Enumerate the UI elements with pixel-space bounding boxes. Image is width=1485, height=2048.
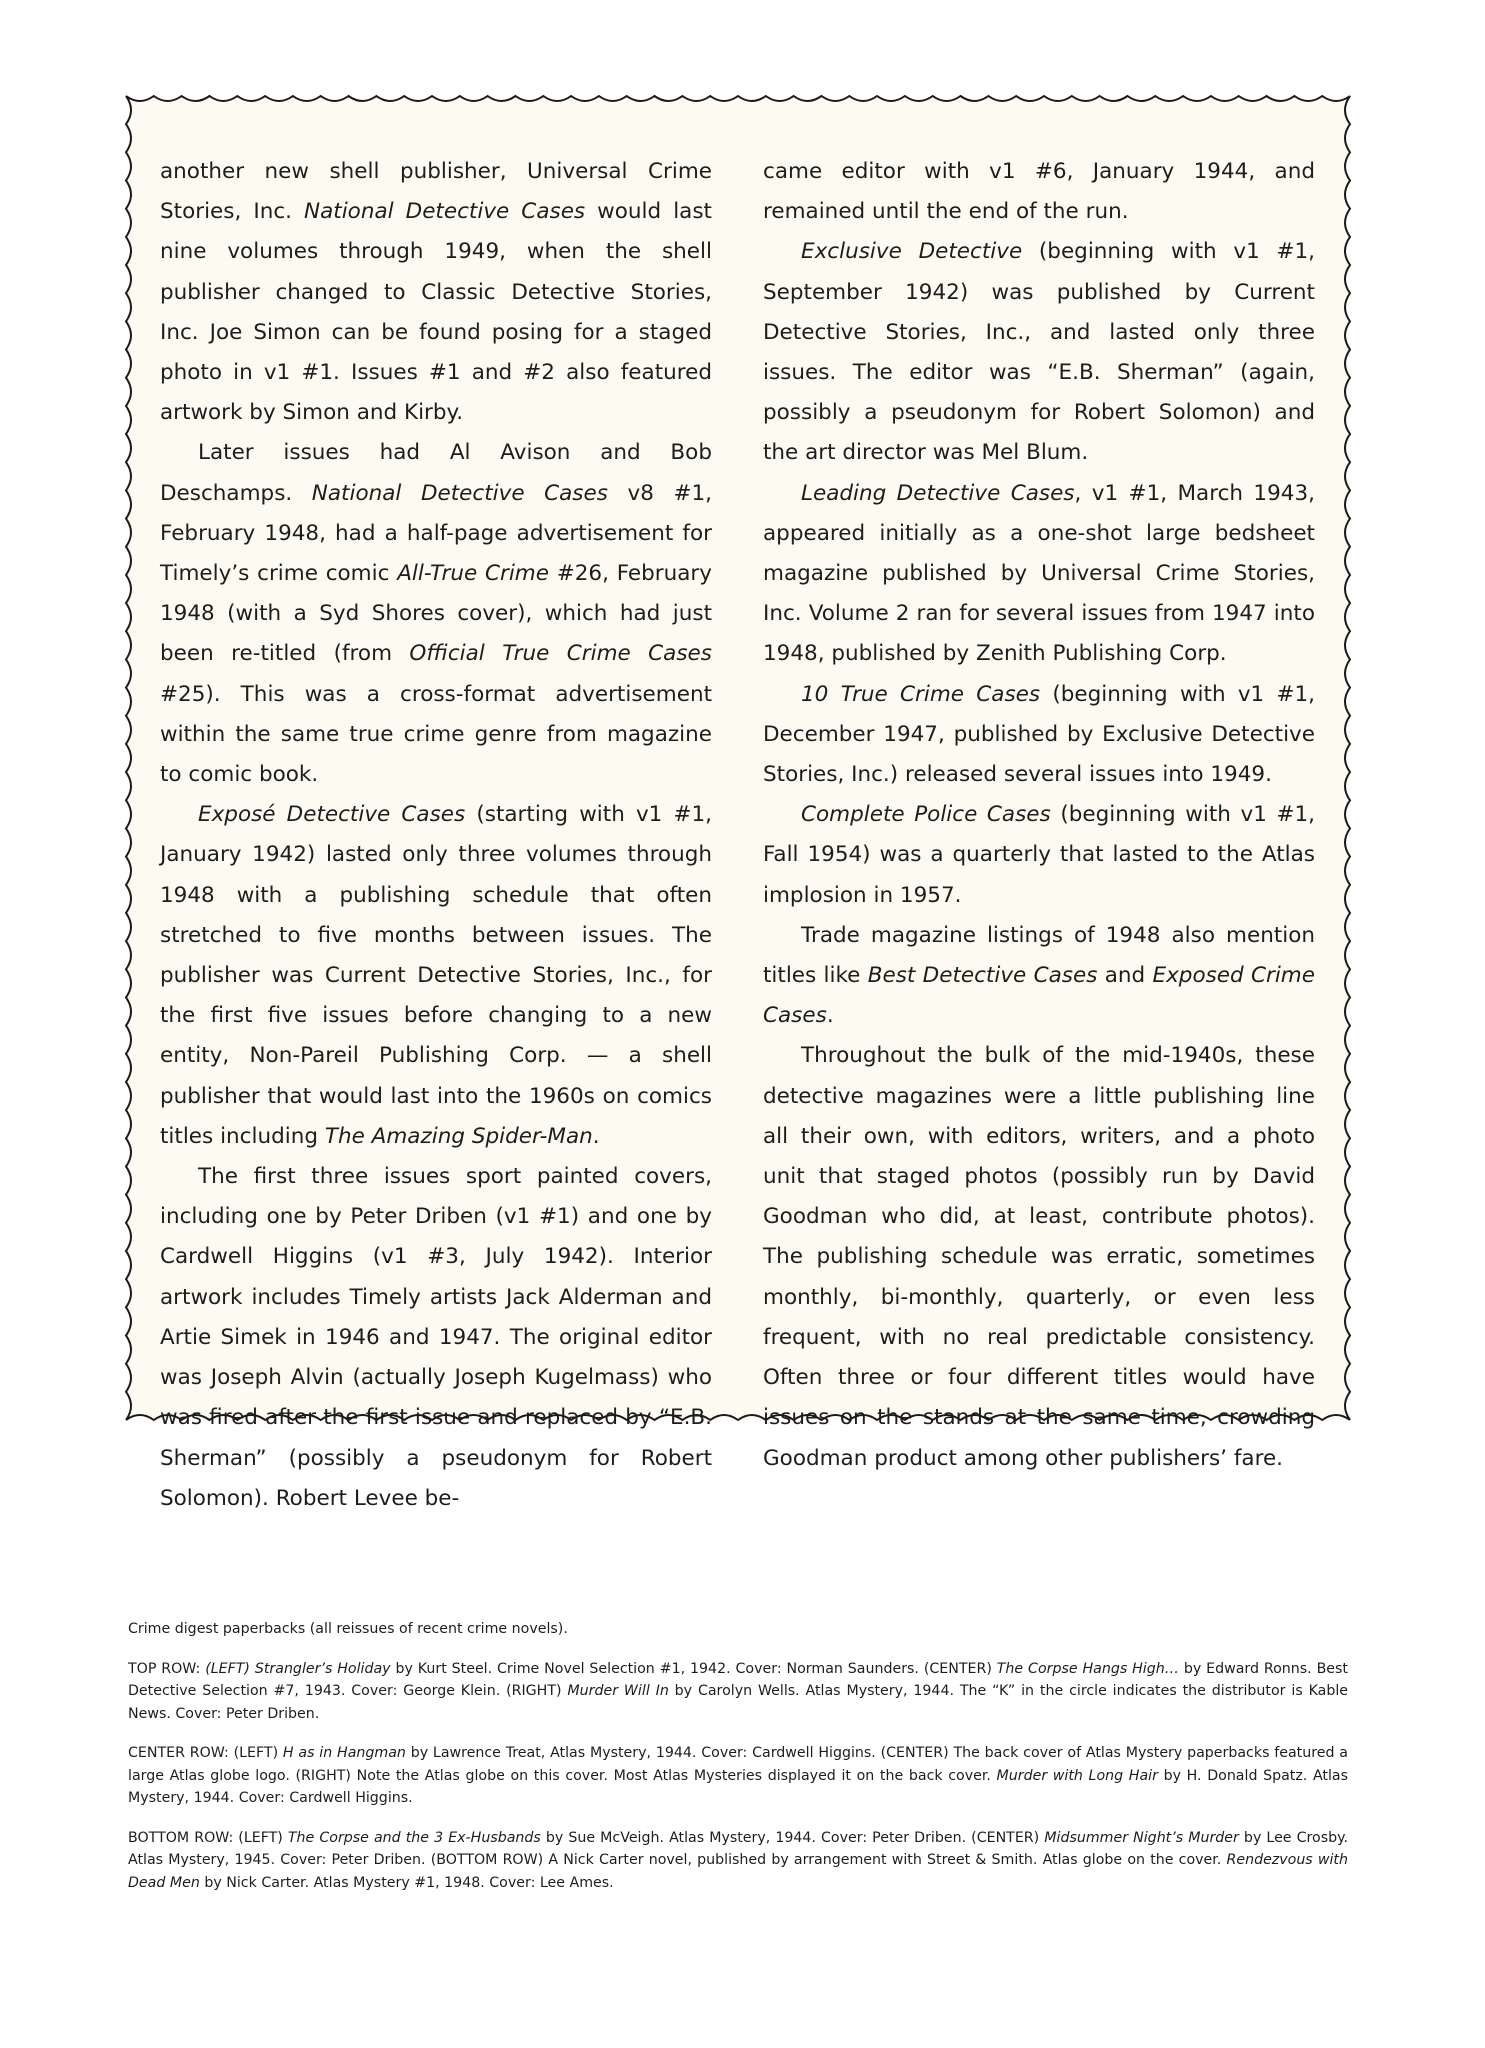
italic-title: National Detective Cases [311,480,608,506]
paragraph [763,1036,1315,1478]
italic-title: The Corpse and the 3 Ex-Husbands [287,1829,541,1846]
paragraph [763,795,1315,916]
italic-title: The Corpse Hangs High… [996,1660,1179,1677]
photo-captions [128,1618,1348,1911]
text-run: The first three issues sport painted covers, including one by Peter Driben (v1 #1) and one by Cardwell Higgins (v1 #3, July 1942). Interior artwork includes Timely artists Jack Alderman and Artie Simek in 1946 and 1947. The original editor was Joseph Alvin (actually Joseph Kugelmass) who was fired after the first issue and replaced by “E.B. Sherman” (possibly a pseudonym for Robert Solomon). Robert Levee be- [160,1164,712,1511]
paragraph [763,916,1315,1037]
italic-title: National Detective Cases [304,199,586,225]
italic-title: Midsummer Night’s Murder [1044,1829,1239,1846]
text-run: TOP ROW: [128,1660,206,1677]
italic-title: Exclusive Detective [801,239,1023,265]
text-run: by Nick Carter. Atlas Mystery #1, 1948. Cover: Lee Ames. [199,1874,614,1891]
text-run: by Edward Ronns. Best Detective Selection #7, 1943. Cover: George Klein. (RIGHT) [128,1660,1348,1699]
italic-title: Exposé Detective Cases [198,802,466,828]
paragraph [763,152,1315,232]
italic-title: Murder Will In [567,1683,669,1699]
paragraph [763,232,1315,473]
text-run: BOTTOM ROW: (LEFT) [128,1829,288,1846]
paragraph [160,1157,712,1519]
italic-title: Exposed Crime Cases [763,963,1315,1029]
paragraph [160,152,712,433]
text-run: (beginning with v1 #1, Fall 1954) was a quarterly that lasted to the Atlas implosion in 1957. [763,802,1316,908]
text-run: came editor with v1 #6, January 1944, and remained until the end of the run. [763,159,1315,225]
text-run: . [826,1003,834,1029]
text-run: (beginning with v1 #1, December 1947, published by Exclusive Detective Stories, Inc.) released several issues into 1949. [763,681,1315,788]
sidebar-right-column [763,152,1315,1479]
text-run: by Carolyn Wells. Atlas Mystery, 1944. The “K” in the circle indicates the distributor is Kable News. Cover: Peter Driben. [128,1683,1348,1722]
italic-title: Complete Police Cases [801,802,1051,828]
text-run: #25). This was a cross-format advertisement within the same true crime genre from magazine to comic book. [160,681,712,788]
text-run: Trade magazine listings of 1948 also mention titles like [763,922,1315,989]
caption-center-row [128,1742,1348,1810]
text-run: by Sue McVeigh. Atlas Mystery, 1944. Cover: Peter Driben. (CENTER) [540,1829,1045,1846]
text-run: #26, February 1948 (with a Syd Shores cover), which had just been re-titled (from [160,561,712,667]
caption-top-row [128,1658,1348,1726]
text-run: by Lee Crosby. Atlas Mystery, 1945. Cover: Peter Driben. (BOTTOM ROW) A Nick Carter novel, published by arrangement with Street & Smith. Atlas globe on the cover. [128,1829,1348,1868]
italic-title: Best Detective Cases [867,963,1098,989]
text-run: by Lawrence Treat, Atlas Mystery, 1944. Cover: Cardwell Higgins. (CENTER) The back cover of Atlas Mystery paperbacks featured a large Atlas globe logo. (RIGHT) Note the Atlas globe on this cover. Most Atlas Mysteries displayed it on the back cover. [128,1745,1348,1784]
text-run: CENTER ROW: (LEFT) [128,1745,283,1761]
italic-title: All-True Crime [397,561,549,587]
text-run: , v1 #1, March 1943, appeared initially as a one-shot large bedsheet magazine published by Universal Crime Stories, Inc. Volume 2 ran for several issues from 1947 into 1948, published by Zenith Publishing Corp. [763,480,1315,667]
italic-title: Rendezvous with Dead Men [128,1852,1348,1891]
text-run: by Kurt Steel. Crime Novel Selection #1, 1942. Cover: Norman Saunders. (CENTER) [390,1660,997,1677]
paragraph [763,675,1315,796]
caption-bottom-row [128,1827,1348,1895]
paragraph [160,433,712,795]
caption-intro [128,1618,1348,1641]
italic-title: (LEFT) Strangler’s Holiday [205,1660,391,1677]
text-run: by H. Donald Spatz. Atlas Mystery, 1944. Cover: Cardwell Higgins. [128,1767,1349,1806]
sidebar-left-column [160,152,712,1519]
text-run: Later issues had Al Avison and Bob Deschamps. [160,440,712,506]
italic-title: Leading Detective Cases [801,480,1075,506]
text-run: (starting with v1 #1, January 1942) lasted only three volumes through 1948 with a publishing schedule that often stretched to five months between issues. The publisher was Current Detective Stories, Inc., for the first five issues before changing to a new entity, Non-Pareil Publishing Corp. — a shell publisher that would last into the 1960s on comics titles including [160,802,713,1149]
text-run: would last nine volumes through 1949, when the shell publisher changed to Classic Detective Stories, Inc. Joe Simon can be found posing for a staged photo in v1 #1. Issues #1 and #2 also featured artwork by Simon and Kirby. [160,199,712,426]
text-run: another new shell publisher, Universal Crime Stories, Inc. [160,159,712,225]
paragraph [763,474,1315,675]
text-run: v8 #1, February 1948, had a half-page advertisement for Timely’s crime comic [160,480,712,587]
italic-title: Official True Crime Cases [409,641,712,667]
text-run: and [1097,963,1153,989]
paragraph [160,795,712,1157]
italic-title: H as in Hangman [282,1745,406,1761]
text-run: Crime digest paperbacks (all reissues of recent crime novels). [128,1621,568,1637]
text-run: (beginning with v1 #1, September 1942) was published by Current Detective Stories, Inc., and lasted only three issues. The editor was “E.B. Sherman” (again, possibly a pseudonym for Robert Solomon) and the art director was Mel Blum. [763,239,1316,466]
text-run: Throughout the bulk of the mid-1940s, these detective magazines were a little publishing line all their own, with editors, writers, and a photo unit that staged photos (possibly run by David Goodman who did, at least, contribute photos). The publishing schedule was erratic, sometimes monthly, bi-monthly, quarterly, or even less frequent, with no real predictable consistency. Often three or four different titles would have issues on the stands at the same time, crowding Goodman product among other publishers’ fare. [763,1043,1315,1471]
text-run: . [592,1123,600,1149]
italic-title: The Amazing Spider-Man [324,1123,593,1149]
italic-title: 10 True Crime Cases [801,681,1041,707]
italic-title: Murder with Long Hair [996,1767,1158,1784]
